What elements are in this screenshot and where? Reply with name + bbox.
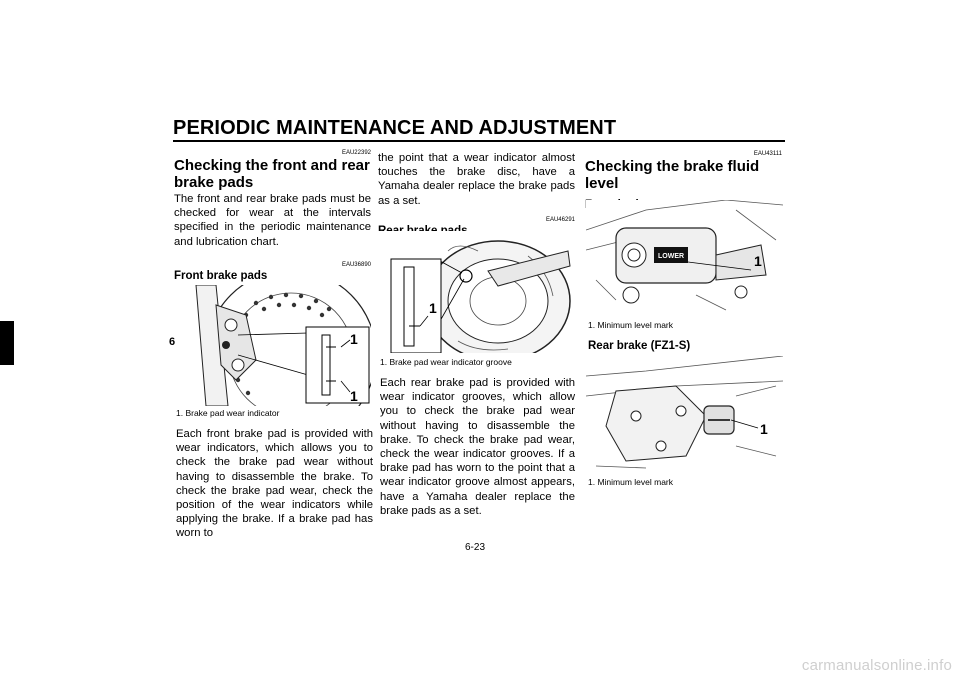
front-brake-pad-figure (176, 285, 371, 406)
figure-caption: 1. Minimum level mark (588, 477, 674, 487)
section-code: EAU22392 (341, 150, 371, 156)
intro-paragraph: The front and rear brake pads must be checked for wear at the intervals specified in the periodic maintenance and lubrication chart. (174, 193, 371, 248)
subsection-heading: Front brake pads (174, 269, 268, 282)
lower-label: LOWER (658, 253, 685, 260)
page-header-title: PERIODIC MAINTENANCE AND ADJUSTMENT (173, 117, 617, 139)
subsection-code: EAU36890 (341, 261, 371, 268)
figure-callout: 1 (350, 388, 358, 404)
figure-callout: 1 (350, 331, 358, 347)
left-column-lower (176, 408, 373, 541)
body-paragraph: Each rear brake pad is provided with wear indicator grooves, which allow you to check the brake pad wear without having to disassemble the brake. To check the brake pad wear, check the wear indicator grooves. If a brake pad has worn to the point that a wear indicator groove almost appears, have a Yamaha dealer replace the brake pads as a set. (380, 377, 575, 517)
middle-column (378, 151, 575, 238)
section-code: EAU43111 (753, 151, 782, 157)
front-brake-reservoir-figure (586, 200, 783, 318)
subsection-heading: Rear brake (FZ1-S) (588, 340, 691, 352)
continuation-paragraph: the point that a wear indicator almost touches the brake disc, have a Yamaha dealer replace the brake pads as a set. (378, 152, 575, 207)
rear-brake-pad-figure (378, 231, 575, 353)
chapter-number: 6 (169, 336, 176, 348)
right-column-lower (588, 477, 783, 487)
left-column (174, 150, 371, 283)
page-number: 6-23 (465, 542, 486, 553)
figure-callout: 1 (760, 421, 768, 437)
right-column-mid (588, 320, 783, 353)
chapter-tab (0, 321, 14, 365)
section-heading: Checking the brake fluid level (585, 158, 760, 192)
body-paragraph: Each front brake pad is provided with wear indicators, which allows you to check the brake pad wear without having to disassemble the brake. To check the brake pad wear, check the position of the wear indicators while applying the brake. If a brake pad has worn to (176, 428, 373, 540)
figure-caption: 1. Brake pad wear indicator groove (380, 357, 512, 367)
figure-caption: 1. Brake pad wear indicator (176, 408, 280, 418)
watermark: carmanualsonline.info (801, 657, 952, 674)
rear-brake-reservoir-figure (586, 356, 783, 474)
header-rule (173, 140, 785, 142)
section-heading: Checking the front and rear brake pads (174, 157, 370, 191)
figure-callout: 1 (754, 253, 762, 269)
figure-caption: 1. Minimum level mark (588, 320, 674, 330)
middle-column-lower (380, 357, 575, 518)
subsection-code: EAU46291 (545, 216, 575, 223)
figure-callout: 1 (429, 300, 437, 316)
